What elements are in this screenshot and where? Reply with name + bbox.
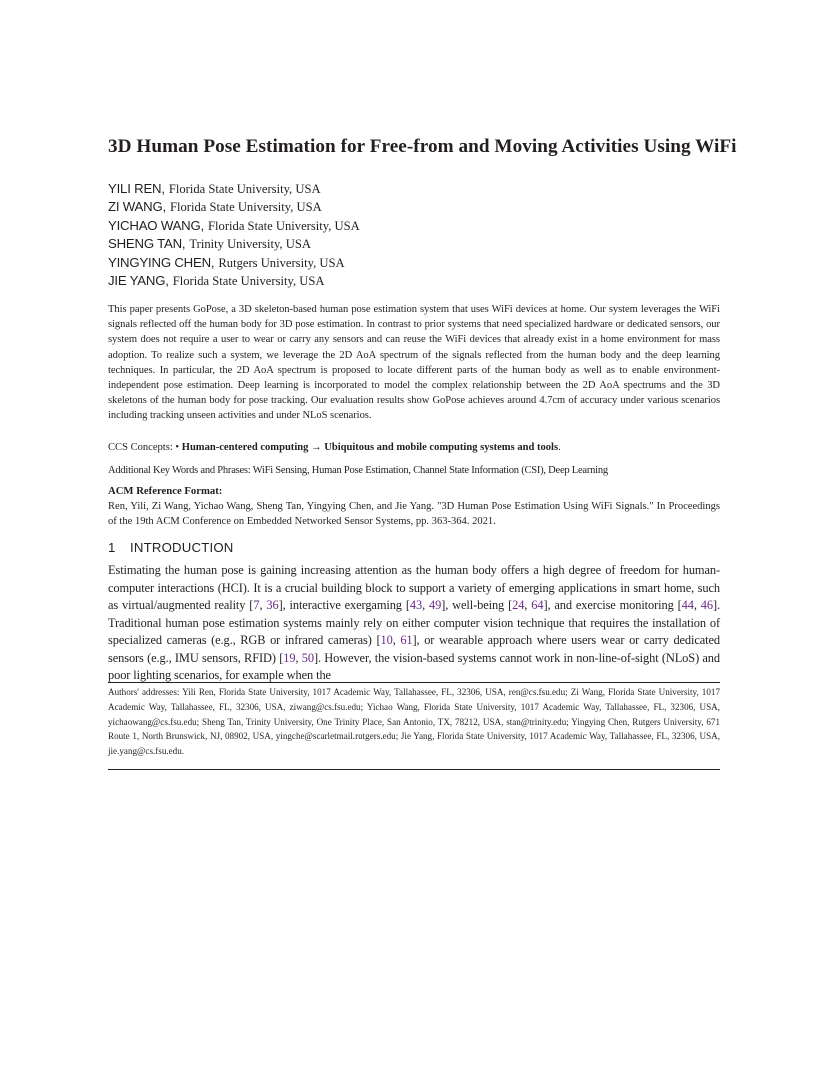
authors-addresses-footnote: Authors' addresses: Yili Ren, Florida State University, 1017 Academic Way, Tallahassee, FL, 32306, USA, ren@cs.fsu.edu; Zi Wang, Florida State University, 1017 Academic Way, Tallahassee, FL, 32306, USA, ziwang@cs.fsu.edu; Yichao Wang, Florida State University, 1017 Academic Way, Tallahassee, FL, 32306, USA, yichaowang@cs.fsu.edu; Sheng Tan, Trinity University, One Trinity Place, San Antonio, TX, 78212, USA, stan@trinity.edu; Yingying Chen, Rutgers University, 671 Route 1, North Brunswick, NJ, 08902, USA, yingche@scarletmail.rutgers.edu; Jie Yang, Florida State University, 1017 Academic Way, Tallahassee, FL, 32306, USA, jie.yang@cs.fsu.edu. bbox=[108, 687, 720, 757]
intro-text: , bbox=[524, 598, 532, 612]
intro-text: ], interactive exergaming [ bbox=[278, 598, 410, 612]
intro-text: , bbox=[259, 598, 267, 612]
section-heading bbox=[108, 539, 234, 557]
author-name: YILI REN, bbox=[108, 181, 165, 196]
author-name: YINGYING CHEN, bbox=[108, 254, 215, 270]
author-affiliation: Florida State University, USA bbox=[172, 273, 325, 288]
citation-link[interactable]: 24 bbox=[512, 598, 525, 612]
citation-link[interactable]: 50 bbox=[301, 650, 314, 665]
citation-link[interactable]: 61 bbox=[400, 633, 413, 647]
author-entry bbox=[108, 254, 720, 272]
author-affiliation: Florida State University, USA bbox=[169, 200, 322, 215]
ccs-concept: Ubiquitous and mobile computing systems and tools bbox=[324, 442, 559, 453]
citation-link[interactable]: 7 bbox=[253, 598, 260, 612]
intro-text: ], or wearable approach where users wear or carry dedicated sensors (e.g., IMU sensors, RFID) [ bbox=[108, 633, 721, 665]
ccs-concepts bbox=[108, 440, 720, 455]
intro-text: Estimating the human pose is gaining increasing attention as the human body offers a high degree of freedom for human-computer interactions (HCI). It is a crucial building block to support a variety of emerging applications in smart home, such as virtual/augmented reality [ bbox=[108, 563, 720, 612]
abstract: This paper presents GoPose, a 3D skeleton-based human pose estimation system that uses WiFi devices at home. Our system leverages the WiFi signals reflected off the human body for 3D pose estimation. In contrast to prior systems that need specialized hardware or dedicated sensors, our system does not require a user to wear or carry any sensors and can reuse the WiFi devices that already exist in a home environment for mass adoption. To realize such a system, we leverage the 2D AoA spectrum of the signals reflected from the human body and the deep learning techniques. In particular, the 2D AoA spectrum is proposed to locate different parts of the human body as well as to enable environment-independent pose estimation. Deep learning is incorporated to model the complex relationship between the 2D AoA spectrums and the 3D skeletons of the human body for pose tracking. Our evaluation results show GoPose achieves around 4.7cm of accuracy under various scenarios including tracking unseen activities and under NLoS scenarios. bbox=[108, 304, 720, 422]
author-entry bbox=[108, 217, 720, 235]
citation-link[interactable]: 44 bbox=[681, 598, 694, 612]
author-affiliation: Florida State University, USA bbox=[208, 218, 360, 233]
paper-title: 3D Human Pose Estimation for Free-from and Moving Activities Using WiFi bbox=[108, 136, 737, 157]
author-entry bbox=[108, 272, 720, 290]
ccs-concept: Human-centered computing bbox=[181, 442, 309, 453]
author-name: YICHAO WANG, bbox=[108, 217, 205, 233]
citation-link[interactable]: 49 bbox=[429, 598, 442, 612]
intro-text: ], well-being [ bbox=[441, 598, 513, 612]
author-affiliation: Trinity University, USA bbox=[189, 237, 311, 252]
acm-reference: Ren, Yili, Zi Wang, Yichao Wang, Sheng Tan, Yingying Chen, and Jie Yang. "3D Human Pose Estimation Using WiFi Signals." In Proceedings of the 19th ACM Conference on Embedded Networked Sensor Systems, pp. 363-364. 2021. bbox=[108, 501, 720, 528]
intro-paragraph bbox=[108, 562, 720, 685]
citation-link[interactable]: 19 bbox=[283, 650, 296, 665]
section-number: 1 bbox=[108, 540, 116, 555]
ccs-label: CCS Concepts: • bbox=[108, 442, 182, 453]
author-name: JIE YANG, bbox=[108, 272, 169, 288]
intro-text: ]. Traditional human pose estimation systems mainly rely on either computer vision technique that requires the installation of specialized cameras (e.g., RGB or infrared cameras) [ bbox=[108, 598, 721, 647]
intro-text: , bbox=[295, 650, 302, 665]
citation-link[interactable]: 46 bbox=[700, 598, 713, 612]
footnote-divider bbox=[108, 682, 720, 683]
author-entry bbox=[108, 180, 720, 198]
intro-text: , bbox=[392, 633, 401, 647]
bottom-divider bbox=[108, 769, 720, 770]
ccs-arrow: → bbox=[308, 442, 325, 453]
intro-text: ]. However, the vision-based systems cannot work in non-line-of-sight (NLoS) and poor lighting scenarios, for example when the bbox=[108, 650, 720, 682]
keywords: Additional Key Words and Phrases: WiFi Sensing, Human Pose Estimation, Channel State Information (CSI), Deep Learning bbox=[108, 465, 608, 476]
citation-link[interactable]: 64 bbox=[531, 598, 544, 612]
author-list bbox=[108, 180, 720, 290]
acm-reference-heading: ACM Reference Format: bbox=[108, 485, 223, 497]
citation-link[interactable]: 10 bbox=[380, 633, 393, 647]
author-name: SHENG TAN, bbox=[108, 236, 186, 252]
intro-text: , bbox=[693, 598, 701, 612]
author-affiliation: Rutgers University, USA bbox=[218, 255, 345, 270]
author-entry bbox=[108, 235, 720, 253]
citation-link[interactable]: 36 bbox=[266, 598, 279, 612]
intro-text: , bbox=[422, 598, 429, 612]
intro-text: ], and exercise monitoring [ bbox=[543, 598, 682, 612]
author-name: ZI WANG, bbox=[108, 199, 166, 215]
section-title: INTRODUCTION bbox=[130, 540, 234, 555]
citation-link[interactable]: 43 bbox=[409, 598, 423, 612]
ccs-end: . bbox=[558, 442, 561, 453]
author-entry bbox=[108, 198, 720, 216]
author-affiliation: Florida State University, USA bbox=[168, 182, 321, 196]
